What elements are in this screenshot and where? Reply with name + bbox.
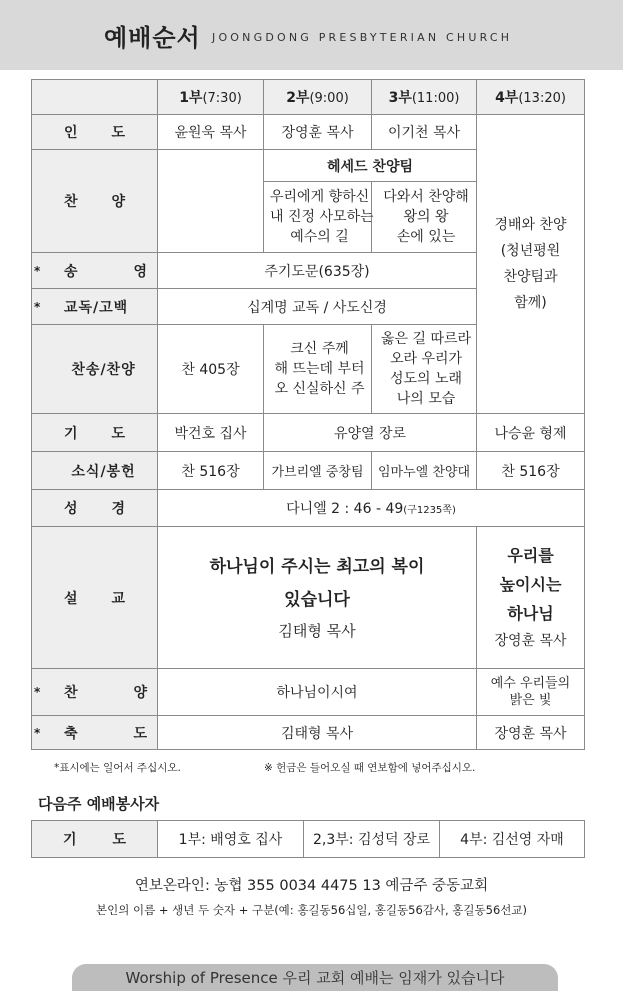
praise-songs-3: 다와서 찬양해 왕의 왕 손에 있는 <box>372 182 477 253</box>
praise-team: 헤세드 찬양팀 <box>264 150 477 182</box>
praise-1 <box>158 150 264 253</box>
offering-3: 임마누엘 찬양대 <box>372 452 477 490</box>
col-header-4: 4부(13:20) <box>477 80 585 115</box>
stand-note: *표시에는 일어서 주십시오. <box>54 762 181 774</box>
page-title: 예배순서 <box>104 24 201 52</box>
creed-value: 십계명 교독 / 사도신경 <box>158 289 477 325</box>
benediction-value: 김태형 목사 <box>158 716 477 750</box>
next-week-row <box>32 821 585 858</box>
notes <box>54 760 594 775</box>
label-praise: 찬 양 <box>32 150 158 253</box>
next-week-label: 기 도 <box>32 821 158 858</box>
leader-1: 윤원욱 목사 <box>158 115 264 150</box>
row-offering <box>32 452 585 490</box>
offering-4: 찬 516장 <box>477 452 585 490</box>
benediction-4: 장영훈 목사 <box>477 716 585 750</box>
sermon-4: 우리를 높이시는 하나님 장영훈 목사 <box>477 527 585 669</box>
hymn-praise-1: 찬 405장 <box>158 325 264 414</box>
closing-praise-4: 예수 우리들의 밝은 빛 <box>477 669 585 716</box>
label-benediction: * 축 도 <box>32 716 158 750</box>
closing-praise-value: 하나님이시여 <box>158 669 477 716</box>
worship-order-table <box>31 79 585 750</box>
hymn-value: 주기도문(635장) <box>158 253 477 289</box>
label-leader: 인 도 <box>32 115 158 150</box>
sermon-title: 하나님이 주시는 최고의 복이 <box>209 556 425 577</box>
next-week-1: 1부: 배영호 집사 <box>158 821 304 858</box>
label-hymn-praise: 찬송/찬양 <box>32 325 158 414</box>
prayer-1: 박건호 집사 <box>158 414 264 452</box>
leader-3: 이기천 목사 <box>372 115 477 150</box>
footer-banner: Worship of Presence 우리 교회 예배는 임재가 있습니다 <box>72 964 558 991</box>
label-offering: 소식/봉헌 <box>32 452 158 490</box>
row-scripture <box>32 490 585 527</box>
online-offering-account: 연보온라인: 농협 355 0034 4475 13 예금주 중동교회 <box>134 878 489 894</box>
row-closing-praise <box>32 669 585 716</box>
label-creed: * 교독/고백 <box>32 289 158 325</box>
hymn-praise-3: 옳은 길 따르라 오라 우리가 성도의 노래 나의 모습 <box>372 325 477 414</box>
row-sermon <box>32 527 585 669</box>
hymn-praise-2: 크신 주께 해 뜨는데 부터 오 신실하신 주 <box>264 325 372 414</box>
col-header-1: 1부(7:30) <box>158 80 264 115</box>
service4-praise-block: 경배와 찬양 (청년평원 찬양팀과 함께) <box>477 115 585 414</box>
next-week-23: 2,3부: 김성덕 장로 <box>304 821 440 858</box>
prayer-23: 유양열 장로 <box>264 414 477 452</box>
offering-note: ※ 헌금은 들어오실 때 연보함에 넣어주십시오. <box>264 762 476 774</box>
label-scripture: 성 경 <box>32 490 158 527</box>
next-week-4: 4부: 김선영 자매 <box>440 821 585 858</box>
sermon-preacher: 김태형 목사 <box>278 621 356 640</box>
corner-cell <box>32 80 158 115</box>
praise-songs-2: 우리에게 향하신 내 진정 사모하는 예수의 길 <box>264 182 372 253</box>
label-closing-praise: * 찬 양 <box>32 669 158 716</box>
col-header-2: 2부(9:00) <box>264 80 372 115</box>
row-prayer <box>32 414 585 452</box>
page-header <box>0 0 623 70</box>
online-offering-note: 본인의 이름 + 생년 두 숫자 + 구분(예: 홍길동56십일, 홍길동56감사, 홍길동56선교) <box>96 903 527 917</box>
label-hymn: * 송 영 <box>32 253 158 289</box>
scripture-value: 다니엘 2 : 46 - 49(구1235쪽) <box>158 490 585 527</box>
header-row <box>32 80 585 115</box>
sermon-main: 하나님이 주시는 최고의 복이 있습니다 김태형 목사 <box>158 527 477 669</box>
offering-1: 찬 516장 <box>158 452 264 490</box>
label-prayer: 기 도 <box>32 414 158 452</box>
row-benediction <box>32 716 585 750</box>
next-week-title: 다음주 예배봉사자 <box>38 795 160 813</box>
label-sermon: 설 교 <box>32 527 158 669</box>
offering-2: 가브리엘 중창팀 <box>264 452 372 490</box>
col-header-3: 3부(11:00) <box>372 80 477 115</box>
church-name: JOONGDONG PRESBYTERIAN CHURCH <box>212 31 513 44</box>
row-leader <box>32 115 585 150</box>
next-week-table <box>31 820 585 858</box>
leader-2: 장영훈 목사 <box>264 115 372 150</box>
prayer-4: 나승윤 형제 <box>477 414 585 452</box>
